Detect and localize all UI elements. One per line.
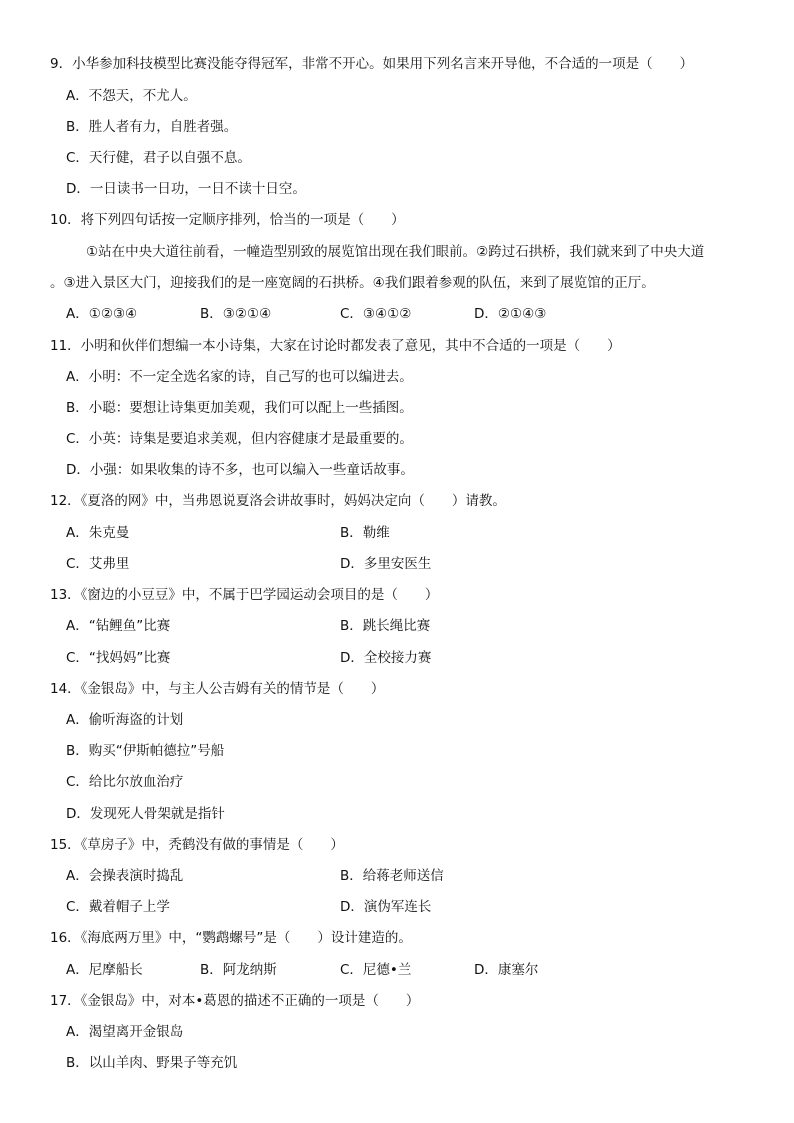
question-10-option-a: A．①②③④ [66, 306, 138, 322]
question-11-option-c: C．小英：诗集是要追求美观，但内容健康才是最重要的。 [66, 431, 413, 447]
question-13-option-b: B．跳长绳比赛 [340, 618, 431, 634]
question-9-option-d: D．一日读书一日功，一日不读十日空。 [66, 181, 306, 197]
question-11-option-a: A．小明：不一定全选名家的诗，自己写的也可以编进去。 [66, 369, 413, 385]
question-12-option-c: C．艾弗里 [66, 556, 130, 572]
question-12-option-d: D．多里安医生 [340, 556, 432, 572]
question-17-option-b: B．以山羊肉、野果子等充饥 [66, 1055, 238, 1071]
question-14-option-c: C．给比尔放血治疗 [66, 774, 184, 790]
question-10-passage-line-1: ①站在中央大道往前看，一幢造型别致的展览馆出现在我们眼前。②跨过石拱桥，我们就来到了中央大道 [86, 244, 705, 260]
question-14-option-a: A．偷听海盗的计划 [66, 712, 184, 728]
question-14-option-d: D．发现死人骨架就是指针 [66, 806, 225, 822]
question-13-option-c: C．“找妈妈”比赛 [66, 650, 171, 666]
question-16-option-a: A．尼摩船长 [66, 962, 143, 978]
question-16-options [66, 961, 538, 979]
question-12-stem: 12．《夏洛的网》中，当弗恩说夏洛会讲故事时，妈妈决定向（ ）请教。 [50, 493, 506, 509]
question-17-option-a: A．渴望离开金银岛 [66, 1024, 184, 1040]
question-10-passage-line-2: 。③进入景区大门，迎接我们的是一座宽阔的石拱桥。④我们跟着参观的队伍，来到了展览馆的正厅。 [50, 275, 655, 291]
question-9-option-a: A．不怨天，不尤人。 [66, 88, 197, 104]
question-10-stem: 10．将下列四句话按一定顺序排列，恰当的一项是（ ） [50, 212, 405, 228]
question-15-option-b: B．给蒋老师送信 [340, 868, 444, 884]
question-16-option-b: B．阿龙纳斯 [200, 962, 277, 978]
question-9-option-c: C．天行健，君子以自强不息。 [66, 150, 251, 166]
question-11-option-b: B．小聪：要想让诗集更加美观，我们可以配上一些插图。 [66, 400, 413, 416]
question-9-stem: 9．小华参加科技模型比赛没能夺得冠军，非常不开心。如果用下列名言来开导他，不合适的一项是（ ） [50, 56, 694, 72]
question-13-stem: 13．《窗边的小豆豆》中，不属于巴学园运动会项目的是（ ） [50, 587, 439, 603]
question-16-option-d: D．康塞尔 [474, 962, 539, 978]
question-10-option-d: D．②①④③ [474, 306, 547, 322]
question-15-option-a: A．会操表演时捣乱 [66, 868, 184, 884]
question-13-option-a: A．“钻鲤鱼”比赛 [66, 618, 171, 634]
question-10-options [66, 305, 546, 323]
question-13-option-d: D．全校接力赛 [340, 650, 432, 666]
question-16-option-c: C．尼德•兰 [340, 962, 412, 978]
question-15-stem: 15．《草房子》中，秃鹤没有做的事情是（ ） [50, 837, 344, 853]
question-15-option-d: D．演伪军连长 [340, 899, 432, 915]
question-10-option-b: B．③②①④ [200, 306, 272, 322]
question-16-stem: 16．《海底两万里》中，“鹦鹉螺号”是（ ）设计建造的。 [50, 930, 412, 946]
question-14-stem: 14．《金银岛》中，与主人公吉姆有关的情节是（ ） [50, 681, 385, 697]
question-14-option-b: B．购买“伊斯帕德拉”号船 [66, 743, 225, 759]
question-12-option-b: B．勒维 [340, 525, 390, 541]
question-12-option-a: A．朱克曼 [66, 525, 130, 541]
question-15-option-c: C．戴着帽子上学 [66, 899, 170, 915]
question-10-option-c: C．③④①② [340, 306, 412, 322]
question-11-stem: 11．小明和伙伴们想编一本小诗集，大家在讨论时都发表了意见，其中不合适的一项是（ ） [50, 338, 621, 354]
question-11-option-d: D．小强：如果收集的诗不多，也可以编入一些童话故事。 [66, 462, 414, 478]
question-17-stem: 17．《金银岛》中，对本•葛恩的描述不正确的一项是（ ） [50, 993, 420, 1009]
question-9-option-b: B．胜人者有力，自胜者强。 [66, 119, 238, 135]
